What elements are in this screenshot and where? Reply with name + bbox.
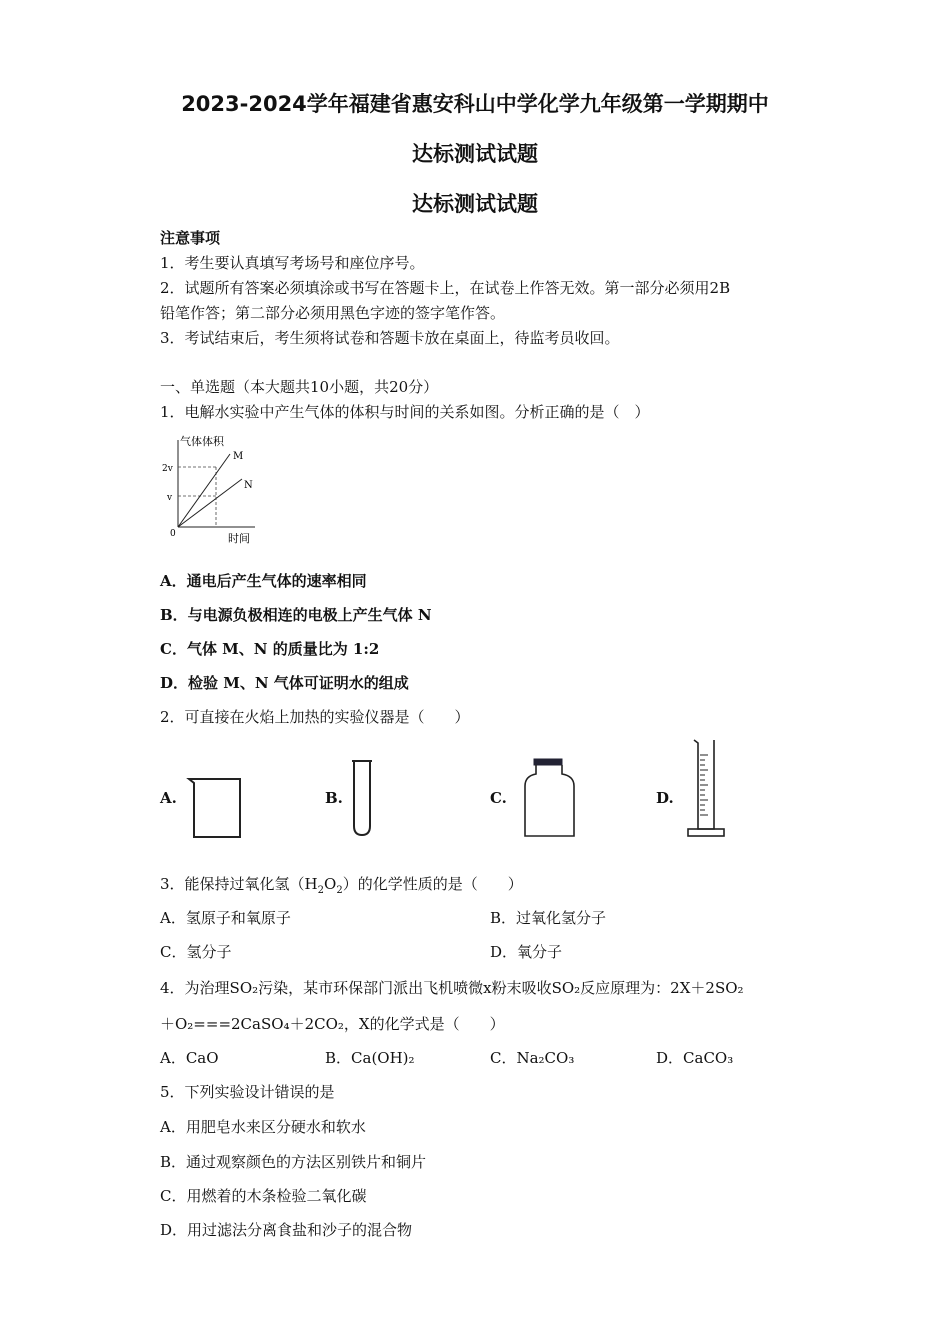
q3-option-d: D．氧分子 (490, 943, 563, 961)
y-axis-label: 气体体积 (180, 435, 224, 448)
q2-stem: 2．可直接在火焰上加热的实验仪器是（ ） (160, 708, 470, 726)
q4-option-b: B．Ca(OH)₂ (325, 1049, 415, 1067)
q3-stem: 3．能保持过氧化氢$(H_2O_2)$的化学性质的是（ ） (160, 875, 523, 896)
q2-option-a: A. (160, 789, 177, 807)
q3-option-b: B．过氧化氢分子 (490, 909, 607, 927)
q1-stem: 1．电解水实验中产生气体的体积与时间的关系如图。分析正确的是（ ） (160, 403, 650, 421)
line-m (178, 454, 230, 527)
section-heading: 一、单选题（本大题共10小题，共20分） (160, 378, 439, 396)
test-tube-icon (350, 758, 374, 838)
q1-graph (160, 432, 270, 547)
title-line-2: 达标测试试题 (412, 142, 538, 166)
title-line-1: 2023-2024学年福建省惠安科山中学化学九年级第一学期期中 (181, 92, 769, 116)
notes-heading: 注意事项 (160, 229, 221, 247)
q2-option-b: B. (325, 789, 343, 807)
q4-line-1: 4．为治理SO₂污染，某市环保部门派出飞机喷微x粉末吸收SO₂反应原理为：2X＋2SO₂ (160, 979, 744, 997)
q5-option-c: C．用燃着的木条检验二氧化碳 (160, 1187, 367, 1205)
q5-option-d: D．用过滤法分离食盐和沙子的混合物 (160, 1221, 413, 1239)
q2-option-d: D. (656, 789, 674, 807)
q4-option-c: C．Na₂CO₃ (490, 1049, 575, 1067)
q5-stem: 5．下列实验设计错误的是 (160, 1083, 335, 1101)
title-line-3: 达标测试试题 (412, 192, 538, 216)
origin-label: 0 (170, 529, 176, 539)
line-n (178, 479, 242, 527)
tick-2v: 2v (162, 464, 173, 474)
q3-option-a: A．氢原子和氧原子 (160, 909, 291, 927)
note-1: 1．考生要认真填写考场号和座位序号。 (160, 254, 425, 272)
q4-line-2: ＋O₂===2CaSO₄＋2CO₂，X的化学式是（ ） (160, 1015, 505, 1033)
q5-option-b: B．通过观察颜色的方法区别铁片和铜片 (160, 1153, 427, 1171)
graduated-cylinder-icon (684, 737, 728, 841)
x-axis-label: 时间 (228, 532, 250, 545)
q4-option-d: D．CaCO₃ (656, 1049, 734, 1067)
q1-option-c: C．气体 M、N 的质量比为 1:2 (160, 640, 380, 658)
q5-option-a: A．用肥皂水来区分硬水和软水 (160, 1118, 366, 1136)
q1-option-b: B．与电源负极相连的电极上产生气体 N (160, 606, 432, 624)
label-m: M (233, 451, 244, 462)
tick-v: v (167, 493, 173, 503)
label-n: N (244, 480, 253, 491)
beaker-icon (186, 775, 246, 841)
q2-option-c: C. (490, 789, 507, 807)
q4-option-a: A．CaO (160, 1049, 219, 1067)
note-3: 3．考试结束后，考生须将试卷和答题卡放在桌面上，待监考员收回。 (160, 329, 620, 347)
q3-option-c: C．氢分子 (160, 943, 232, 961)
note-2a: 2．试题所有答案必须填涂或书写在答题卡上，在试卷上作答无效。第一部分必须用2B (160, 279, 731, 297)
reagent-bottle-icon (520, 756, 580, 840)
note-2b: 铅笔作答；第二部分必须用黑色字迹的签字笔作答。 (160, 304, 506, 322)
q1-option-d: D．检验 M、N 气体可证明水的组成 (160, 674, 409, 692)
q1-option-a: A．通电后产生气体的速率相同 (160, 572, 367, 590)
